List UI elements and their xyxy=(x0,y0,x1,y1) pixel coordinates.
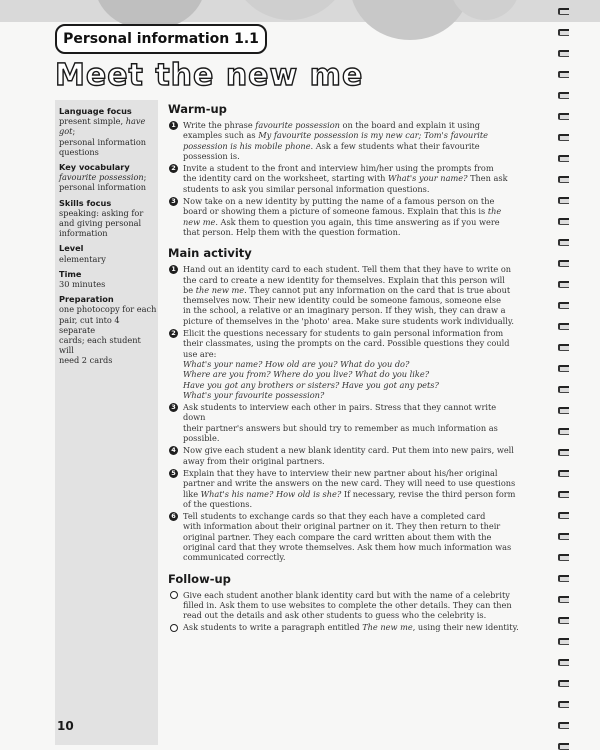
binding-ring-icon xyxy=(558,50,569,57)
text-run: one photocopy for each xyxy=(59,304,157,315)
section-heading: Warm-up xyxy=(168,102,227,116)
instruction-text xyxy=(183,264,520,326)
instruction-item xyxy=(168,402,520,443)
binding-ring-icon xyxy=(558,701,569,708)
text-run: information xyxy=(59,228,108,239)
instruction-item xyxy=(168,445,520,466)
text-run: the identity card on the worksheet, starting with xyxy=(183,173,389,184)
text-run: cards; each student will xyxy=(59,335,141,356)
text-run: their classmates, using the prompts on the card. Possible questions they could xyxy=(183,338,510,349)
instruction-text xyxy=(183,402,520,443)
italic-text: the new me xyxy=(195,284,245,295)
text-run: 30 minutes xyxy=(59,279,106,290)
text-line xyxy=(183,610,520,620)
text-line xyxy=(183,184,520,194)
text-run: and giving personal xyxy=(59,218,142,229)
text-run: board or showing them a picture of someone famous. Explain that this is xyxy=(183,206,488,217)
step-number-badge: 3 xyxy=(168,196,179,207)
text-line xyxy=(183,305,520,315)
sidebar-heading: Skills focus xyxy=(59,197,112,208)
text-line xyxy=(59,172,158,182)
text-line xyxy=(183,478,520,488)
text-line xyxy=(183,456,520,466)
text-run: Elicit the questions necessary for students to gain personal information from xyxy=(183,328,504,339)
binding-ring-icon xyxy=(558,470,569,477)
text-line xyxy=(183,402,520,423)
step-number-badge: 4 xyxy=(168,445,179,456)
text-line xyxy=(59,315,158,335)
text-line xyxy=(183,328,520,338)
binding-ring-icon xyxy=(558,491,569,498)
binding-ring-icon xyxy=(558,680,569,687)
binding-ring-icon xyxy=(558,323,569,330)
binding-ring-icon xyxy=(558,218,569,225)
italic-text: Have you got any brothers or sisters? Have you got any pets? xyxy=(183,379,439,390)
text-line xyxy=(59,182,158,192)
binding-ring-icon xyxy=(558,344,569,351)
text-line xyxy=(59,355,158,365)
binding-ring-icon xyxy=(558,113,569,120)
text-run: Then ask xyxy=(467,173,508,184)
instruction-item xyxy=(168,622,520,633)
instruction-item xyxy=(168,590,520,621)
text-line xyxy=(59,116,158,136)
text-line xyxy=(183,369,520,379)
instruction-item xyxy=(168,511,520,562)
text-line xyxy=(183,511,520,521)
binding-ring-icon xyxy=(558,533,569,540)
italic-text: What's your name? How old are you? What do you do? xyxy=(183,358,410,369)
binding-ring-icon xyxy=(558,407,569,414)
step-number-badge: 5 xyxy=(168,468,179,479)
step-number-badge: 2 xyxy=(168,328,179,339)
text-line xyxy=(59,279,158,289)
text-line xyxy=(183,316,520,326)
italic-text: My favourite possession is my new car; Tom's favourite xyxy=(258,130,488,141)
sidebar-heading: Key vocabulary xyxy=(59,162,130,173)
text-run: of the questions. xyxy=(183,498,253,509)
sidebar-heading: Level xyxy=(59,243,84,254)
text-run: in the school, a relative or an imaginary person. If they wish, they can draw a xyxy=(183,305,506,316)
binding-ring-icon xyxy=(558,197,569,204)
text-line xyxy=(183,151,520,161)
text-line xyxy=(183,338,520,348)
decorative-header-band xyxy=(0,0,600,22)
binding-ring-icon xyxy=(558,29,569,36)
binding-ring-icon xyxy=(558,743,569,750)
text-run: themselves now. Their new identity could be someone famous, someone else xyxy=(183,295,501,306)
text-run: the card to create a new identity for themselves. Explain that this person will xyxy=(183,274,505,285)
text-run: Ask students to interview each other in pairs. Stress that they cannot write down xyxy=(183,402,497,423)
step-number-badge: 2 xyxy=(168,163,179,174)
instruction-text xyxy=(183,468,520,509)
text-run: Ask students to write a paragraph entitled xyxy=(183,622,363,633)
text-line xyxy=(59,137,158,147)
binding-ring-icon xyxy=(558,386,569,393)
text-run: Now take on a new identity by putting the name of a famous person on the xyxy=(183,196,495,207)
binding-ring-icon xyxy=(558,260,569,267)
sidebar-heading: Preparation xyxy=(59,294,114,305)
instruction-item xyxy=(168,120,520,161)
info-sidebar xyxy=(55,100,158,745)
text-run: Hand out an identity card to each student. Tell them that they have to write on xyxy=(183,264,512,275)
binding-ring-icon xyxy=(558,428,569,435)
text-line xyxy=(183,542,520,552)
binding-ring-icon xyxy=(558,596,569,603)
binding-ring-icon xyxy=(558,92,569,99)
binding-ring-icon xyxy=(558,365,569,372)
text-run: elementary xyxy=(59,253,106,264)
text-run: Write the phrase xyxy=(183,120,256,130)
text-run: students to ask you similar personal information questions. xyxy=(183,183,430,194)
italic-text: What's your name? xyxy=(388,173,468,184)
decorative-circle xyxy=(230,0,350,20)
step-number-badge: 3 xyxy=(168,402,179,413)
bullet-circle-icon xyxy=(168,590,179,601)
instruction-text xyxy=(183,590,520,621)
binding-ring-icon xyxy=(558,659,569,666)
page-number: 10 xyxy=(57,719,74,733)
text-run: filled in. Ask them to use websites to complete the other details. They can then xyxy=(183,599,512,610)
text-run: original card that they wrote themselves. Ask them how much information was xyxy=(183,541,512,552)
instruction-item xyxy=(168,264,520,326)
text-line xyxy=(183,423,520,433)
text-run: communicated correctly. xyxy=(183,552,286,563)
text-run: . They cannot put any information on the card that is true about xyxy=(244,284,511,295)
text-run: present simple, xyxy=(59,116,126,127)
binding-ring-icon xyxy=(558,722,569,729)
text-run: be xyxy=(183,284,196,295)
instruction-item xyxy=(168,468,520,509)
text-run: questions xyxy=(59,146,99,157)
text-run: ; xyxy=(143,172,147,183)
italic-text: What's your favourite possession? xyxy=(183,389,325,400)
binding-ring-icon xyxy=(558,239,569,246)
text-line xyxy=(183,590,520,600)
text-run: personal information xyxy=(59,136,147,147)
italic-text: What's his name? How old is she? xyxy=(200,488,342,499)
text-line xyxy=(183,600,520,610)
text-line xyxy=(183,206,520,216)
text-run: . Ask a few students what their favourite xyxy=(310,140,480,151)
text-run: Invite a student to the front and interview him/her using the prompts from xyxy=(183,163,494,174)
text-line xyxy=(183,141,520,151)
step-number-badge: 6 xyxy=(168,511,179,522)
text-run: read out the details and ask other students to guess who the celebrity is. xyxy=(183,610,487,621)
binding-ring-icon xyxy=(558,512,569,519)
text-run: If necessary, revise the third person form xyxy=(341,488,516,499)
text-run: Tell students to exchange cards so that they each have a completed card xyxy=(183,511,486,522)
text-line xyxy=(183,380,520,390)
bullet-circle-icon xyxy=(168,622,179,633)
text-line xyxy=(183,521,520,531)
italic-text: possession is his mobile phone xyxy=(183,140,311,151)
text-run: possession is. xyxy=(183,150,240,161)
text-run: need 2 cards xyxy=(59,355,113,366)
instruction-text xyxy=(183,196,520,237)
text-run: speaking: asking for xyxy=(59,207,144,218)
text-run: examples such as xyxy=(183,130,259,141)
text-line xyxy=(183,552,520,562)
text-run: personal information xyxy=(59,182,147,193)
text-line xyxy=(183,349,520,359)
sidebar-heading: Language focus xyxy=(59,106,132,116)
text-run: like xyxy=(183,488,201,499)
binding-ring-icon xyxy=(558,134,569,141)
binding-ring-icon xyxy=(558,554,569,561)
text-run: Now give each student a new blank identity card. Put them into new pairs, well xyxy=(183,445,514,456)
binding-ring-icon xyxy=(558,155,569,162)
instruction-item xyxy=(168,328,520,400)
italic-text: The new me xyxy=(362,622,413,633)
instruction-text xyxy=(183,328,520,400)
text-run: their partner's answers but should try to remember as much information as xyxy=(183,422,498,433)
text-run: that person. Help them with the question formation. xyxy=(183,226,401,237)
italic-text: favourite possession xyxy=(59,172,144,183)
text-run: possible. xyxy=(183,433,220,444)
text-run: ; xyxy=(72,126,76,137)
section-heading: Main activity xyxy=(168,246,252,261)
text-line xyxy=(183,163,520,173)
italic-text: the xyxy=(487,206,502,217)
text-line xyxy=(183,390,520,400)
italic-text: favourite possession xyxy=(255,120,340,130)
text-run: original partner. They each compare the card written about them with the xyxy=(183,531,492,542)
text-line xyxy=(183,532,520,542)
main-content xyxy=(168,103,520,635)
instruction-text xyxy=(183,445,520,466)
text-run: pair, cut into 4 separate xyxy=(59,314,120,335)
binding-ring-icon xyxy=(558,176,569,183)
instruction-text xyxy=(183,163,520,194)
text-line xyxy=(183,196,520,206)
text-line xyxy=(59,304,158,314)
text-line xyxy=(183,295,520,305)
binding-ring-icon xyxy=(558,638,569,645)
text-run: with information about their original partner on it. They then return to their xyxy=(183,521,501,532)
step-number-badge: 1 xyxy=(168,120,179,131)
page-title: Meet the new me xyxy=(55,58,364,93)
text-line xyxy=(183,173,520,183)
text-line xyxy=(183,445,520,455)
text-run: . Ask them to question you again, this time answering as if you were xyxy=(215,216,500,227)
text-line xyxy=(183,275,520,285)
text-line xyxy=(59,228,158,238)
text-line xyxy=(59,208,158,218)
decorative-circle xyxy=(350,0,470,40)
text-run: on the board and explain it using xyxy=(339,120,480,130)
binding-ring-icon xyxy=(558,8,569,15)
italic-text: have got xyxy=(59,116,146,137)
text-run: picture of themselves in the 'photo' area. Make sure students work individually. xyxy=(183,315,514,326)
text-line xyxy=(183,264,520,274)
text-line xyxy=(183,468,520,478)
binding-ring-icon xyxy=(558,575,569,582)
text-run: away from their original partners. xyxy=(183,455,325,466)
text-line xyxy=(183,130,520,140)
text-run: , using their new identity. xyxy=(412,622,519,633)
text-line xyxy=(183,359,520,369)
text-line xyxy=(183,227,520,237)
instruction-item xyxy=(168,163,520,194)
instruction-item xyxy=(168,196,520,237)
italic-text: Where are you from? Where do you live? What do you like? xyxy=(183,369,430,380)
instruction-text xyxy=(183,622,520,633)
text-line xyxy=(183,285,520,295)
binding-ring-icon xyxy=(558,281,569,288)
text-line xyxy=(183,120,520,130)
step-number-badge: 1 xyxy=(168,264,179,275)
decorative-circle xyxy=(450,0,520,20)
binding-ring-icon xyxy=(558,71,569,78)
section-heading: Follow-up xyxy=(168,571,231,586)
binding-ring-icon xyxy=(558,302,569,309)
binding-ring-icon xyxy=(558,449,569,456)
text-line xyxy=(183,433,520,443)
instruction-text xyxy=(183,120,520,161)
text-line xyxy=(183,622,520,632)
section-tab: Personal information 1.1 xyxy=(55,24,267,54)
text-run: partner and write the answers on the new card. They will need to use questions xyxy=(183,478,516,489)
text-line xyxy=(59,254,158,264)
text-line xyxy=(183,489,520,499)
spiral-binding xyxy=(558,0,572,750)
italic-text: new me xyxy=(183,216,216,227)
text-line xyxy=(59,147,158,157)
text-run: Explain that they have to interview their new partner about his/her original xyxy=(183,467,498,478)
binding-ring-icon xyxy=(558,617,569,624)
text-line xyxy=(183,499,520,509)
text-line xyxy=(183,217,520,227)
text-line xyxy=(59,218,158,228)
text-run: use are: xyxy=(183,348,217,359)
text-line xyxy=(59,335,158,355)
instruction-text xyxy=(183,511,520,562)
sidebar-heading: Time xyxy=(59,268,82,279)
text-run: Give each student another blank identity card but with the name of a celebrity xyxy=(183,589,510,600)
